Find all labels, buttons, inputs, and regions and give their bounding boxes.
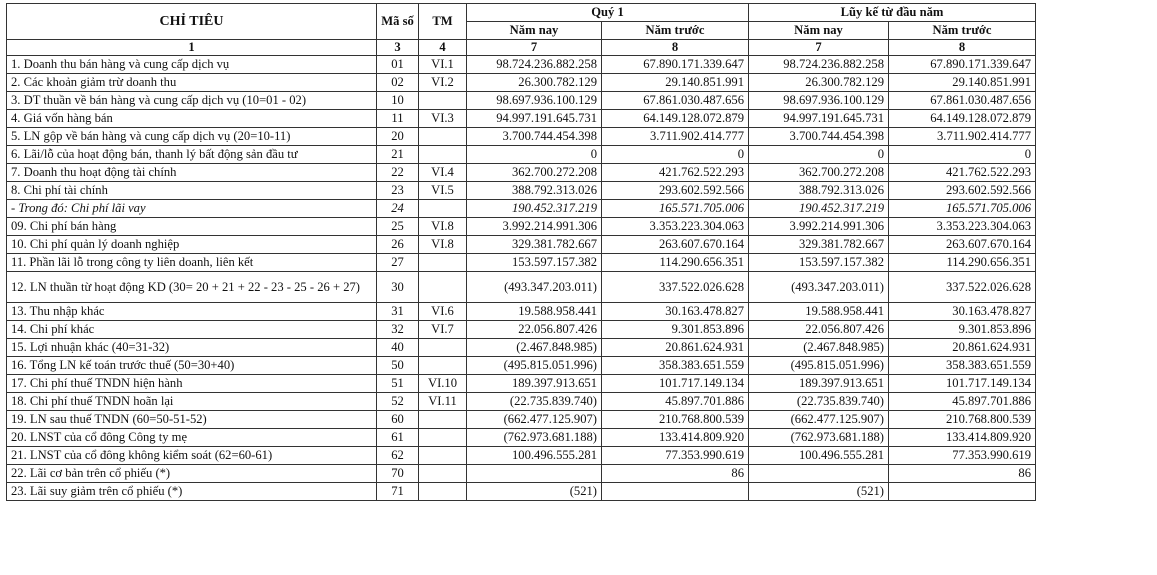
row-tm bbox=[419, 92, 467, 110]
row-ytd-this-year: 190.452.317.219 bbox=[749, 200, 889, 218]
header-row-groups bbox=[7, 4, 1036, 22]
row-q1-last-year: 64.149.128.072.879 bbox=[602, 110, 749, 128]
row-indicator: 3. DT thuần về bán hàng và cung cấp dịch vụ (10=01 - 02) bbox=[7, 92, 377, 110]
row-tm bbox=[419, 128, 467, 146]
row-ytd-last-year: 67.890.171.339.647 bbox=[889, 56, 1036, 74]
row-ytd-this-year: 94.997.191.645.731 bbox=[749, 110, 889, 128]
row-ytd-last-year: 30.163.478.827 bbox=[889, 303, 1036, 321]
row-ytd-last-year: 3.353.223.304.063 bbox=[889, 218, 1036, 236]
row-q1-last-year: 86 bbox=[602, 465, 749, 483]
table-row bbox=[7, 164, 1036, 182]
row-q1-this-year: 189.397.913.651 bbox=[467, 375, 602, 393]
row-q1-this-year: 3.700.744.454.398 bbox=[467, 128, 602, 146]
row-code: 30 bbox=[377, 272, 419, 303]
header-ytd-last-year: Năm trước bbox=[889, 22, 1036, 40]
row-indicator: 22. Lãi cơ bản trên cổ phiếu (*) bbox=[7, 465, 377, 483]
row-ytd-this-year: 100.496.555.281 bbox=[749, 447, 889, 465]
table-row bbox=[7, 74, 1036, 92]
row-ytd-this-year: 3.700.744.454.398 bbox=[749, 128, 889, 146]
row-q1-last-year: 3.711.902.414.777 bbox=[602, 128, 749, 146]
row-tm bbox=[419, 447, 467, 465]
row-ytd-this-year: (493.347.203.011) bbox=[749, 272, 889, 303]
col-num-5: 8 bbox=[602, 40, 749, 56]
row-q1-this-year: 3.992.214.991.306 bbox=[467, 218, 602, 236]
row-ytd-this-year: 329.381.782.667 bbox=[749, 236, 889, 254]
row-indicator: 21. LNST của cổ đông không kiểm soát (62=60-61) bbox=[7, 447, 377, 465]
row-ytd-last-year: 358.383.651.559 bbox=[889, 357, 1036, 375]
col-num-7: 8 bbox=[889, 40, 1036, 56]
row-indicator: 4. Giá vốn hàng bán bbox=[7, 110, 377, 128]
row-code: 27 bbox=[377, 254, 419, 272]
row-ytd-this-year: 153.597.157.382 bbox=[749, 254, 889, 272]
row-q1-this-year: (22.735.839.740) bbox=[467, 393, 602, 411]
col-num-6: 7 bbox=[749, 40, 889, 56]
table-row bbox=[7, 92, 1036, 110]
row-indicator: 18. Chi phí thuế TNDN hoãn lại bbox=[7, 393, 377, 411]
row-indicator: 11. Phần lãi lỗ trong công ty liên doanh, liên kết bbox=[7, 254, 377, 272]
row-code: 21 bbox=[377, 146, 419, 164]
row-indicator: 8. Chi phí tài chính bbox=[7, 182, 377, 200]
row-code: 52 bbox=[377, 393, 419, 411]
row-q1-last-year: 293.602.592.566 bbox=[602, 182, 749, 200]
row-q1-last-year: 77.353.990.619 bbox=[602, 447, 749, 465]
header-indicator: CHỈ TIÊU bbox=[7, 4, 377, 40]
row-ytd-this-year bbox=[749, 465, 889, 483]
row-q1-this-year: 0 bbox=[467, 146, 602, 164]
table-row bbox=[7, 182, 1036, 200]
row-q1-last-year: 337.522.026.628 bbox=[602, 272, 749, 303]
row-tm bbox=[419, 465, 467, 483]
row-q1-last-year: 0 bbox=[602, 146, 749, 164]
row-q1-this-year: 26.300.782.129 bbox=[467, 74, 602, 92]
row-q1-this-year: 100.496.555.281 bbox=[467, 447, 602, 465]
row-code: 40 bbox=[377, 339, 419, 357]
table-row bbox=[7, 200, 1036, 218]
row-tm bbox=[419, 411, 467, 429]
row-ytd-last-year: 77.353.990.619 bbox=[889, 447, 1036, 465]
row-q1-last-year: 67.890.171.339.647 bbox=[602, 56, 749, 74]
row-tm: VI.11 bbox=[419, 393, 467, 411]
row-indicator: 5. LN gộp về bán hàng và cung cấp dịch vụ (20=10-11) bbox=[7, 128, 377, 146]
row-q1-this-year: (493.347.203.011) bbox=[467, 272, 602, 303]
row-q1-this-year: (762.973.681.188) bbox=[467, 429, 602, 447]
table-row bbox=[7, 465, 1036, 483]
row-code: 26 bbox=[377, 236, 419, 254]
row-indicator: 1. Doanh thu bán hàng và cung cấp dịch vụ bbox=[7, 56, 377, 74]
row-indicator: 23. Lãi suy giảm trên cổ phiếu (*) bbox=[7, 483, 377, 501]
col-num-2: 3 bbox=[377, 40, 419, 56]
row-tm: VI.8 bbox=[419, 218, 467, 236]
row-code: 51 bbox=[377, 375, 419, 393]
row-q1-last-year: 165.571.705.006 bbox=[602, 200, 749, 218]
row-ytd-last-year: 421.762.522.293 bbox=[889, 164, 1036, 182]
row-indicator: 13. Thu nhập khác bbox=[7, 303, 377, 321]
row-ytd-this-year: 98.724.236.882.258 bbox=[749, 56, 889, 74]
row-indicator: 2. Các khoản giảm trừ doanh thu bbox=[7, 74, 377, 92]
row-indicator: 09. Chi phí bán hàng bbox=[7, 218, 377, 236]
row-q1-this-year: 190.452.317.219 bbox=[467, 200, 602, 218]
row-q1-this-year: (521) bbox=[467, 483, 602, 501]
row-q1-last-year: 133.414.809.920 bbox=[602, 429, 749, 447]
table-row bbox=[7, 128, 1036, 146]
table-row bbox=[7, 375, 1036, 393]
header-q1-this-year: Năm nay bbox=[467, 22, 602, 40]
table-row bbox=[7, 110, 1036, 128]
table-row bbox=[7, 218, 1036, 236]
header-code: Mã số bbox=[377, 4, 419, 40]
row-code: 01 bbox=[377, 56, 419, 74]
row-indicator: 19. LN sau thuế TNDN (60=50-51-52) bbox=[7, 411, 377, 429]
table-row bbox=[7, 146, 1036, 164]
row-q1-last-year: 114.290.656.351 bbox=[602, 254, 749, 272]
row-tm: VI.8 bbox=[419, 236, 467, 254]
row-ytd-this-year: 189.397.913.651 bbox=[749, 375, 889, 393]
row-q1-this-year: 388.792.313.026 bbox=[467, 182, 602, 200]
header-quarter-1: Quý 1 bbox=[467, 4, 749, 22]
row-ytd-last-year: 20.861.624.931 bbox=[889, 339, 1036, 357]
table-body bbox=[7, 56, 1036, 501]
row-code: 11 bbox=[377, 110, 419, 128]
row-ytd-this-year: (2.467.848.985) bbox=[749, 339, 889, 357]
row-q1-last-year: 45.897.701.886 bbox=[602, 393, 749, 411]
row-ytd-last-year: 165.571.705.006 bbox=[889, 200, 1036, 218]
row-q1-last-year: 263.607.670.164 bbox=[602, 236, 749, 254]
row-tm: VI.2 bbox=[419, 74, 467, 92]
row-q1-last-year: 210.768.800.539 bbox=[602, 411, 749, 429]
row-ytd-this-year: (762.973.681.188) bbox=[749, 429, 889, 447]
row-ytd-last-year: 86 bbox=[889, 465, 1036, 483]
row-code: 23 bbox=[377, 182, 419, 200]
row-q1-this-year: (2.467.848.985) bbox=[467, 339, 602, 357]
row-code: 22 bbox=[377, 164, 419, 182]
row-ytd-this-year: 98.697.936.100.129 bbox=[749, 92, 889, 110]
header-row-column-numbers bbox=[7, 40, 1036, 56]
row-ytd-last-year: 0 bbox=[889, 146, 1036, 164]
row-indicator: 16. Tổng LN kế toán trước thuế (50=30+40) bbox=[7, 357, 377, 375]
col-num-3: 4 bbox=[419, 40, 467, 56]
row-code: 60 bbox=[377, 411, 419, 429]
row-q1-last-year: 3.353.223.304.063 bbox=[602, 218, 749, 236]
row-ytd-last-year: 101.717.149.134 bbox=[889, 375, 1036, 393]
row-ytd-last-year: 64.149.128.072.879 bbox=[889, 110, 1036, 128]
row-ytd-last-year: 210.768.800.539 bbox=[889, 411, 1036, 429]
row-ytd-this-year: 0 bbox=[749, 146, 889, 164]
row-tm: VI.4 bbox=[419, 164, 467, 182]
row-tm: VI.5 bbox=[419, 182, 467, 200]
row-tm: VI.3 bbox=[419, 110, 467, 128]
income-statement-sheet bbox=[6, 3, 1036, 501]
row-q1-last-year: 421.762.522.293 bbox=[602, 164, 749, 182]
row-tm bbox=[419, 272, 467, 303]
row-indicator: 14. Chi phí khác bbox=[7, 321, 377, 339]
table-row bbox=[7, 236, 1036, 254]
row-indicator: 17. Chi phí thuế TNDN hiện hành bbox=[7, 375, 377, 393]
row-ytd-this-year: 26.300.782.129 bbox=[749, 74, 889, 92]
row-indicator: 15. Lợi nhuận khác (40=31-32) bbox=[7, 339, 377, 357]
table-row bbox=[7, 56, 1036, 74]
row-q1-last-year: 67.861.030.487.656 bbox=[602, 92, 749, 110]
row-q1-this-year: (495.815.051.996) bbox=[467, 357, 602, 375]
row-ytd-this-year: 19.588.958.441 bbox=[749, 303, 889, 321]
table-row bbox=[7, 303, 1036, 321]
row-ytd-this-year: (521) bbox=[749, 483, 889, 501]
row-q1-last-year: 101.717.149.134 bbox=[602, 375, 749, 393]
row-code: 71 bbox=[377, 483, 419, 501]
row-ytd-last-year: 3.711.902.414.777 bbox=[889, 128, 1036, 146]
row-code: 32 bbox=[377, 321, 419, 339]
row-ytd-last-year: 133.414.809.920 bbox=[889, 429, 1036, 447]
row-ytd-last-year: 29.140.851.991 bbox=[889, 74, 1036, 92]
row-tm: VI.1 bbox=[419, 56, 467, 74]
row-q1-this-year: 329.381.782.667 bbox=[467, 236, 602, 254]
row-tm bbox=[419, 429, 467, 447]
table-row bbox=[7, 429, 1036, 447]
row-q1-last-year: 9.301.853.896 bbox=[602, 321, 749, 339]
row-q1-this-year bbox=[467, 465, 602, 483]
row-indicator: 12. LN thuần từ hoạt động KD (30= 20 + 21 + 22 - 23 - 25 - 26 + 27) bbox=[7, 272, 377, 303]
row-ytd-last-year: 114.290.656.351 bbox=[889, 254, 1036, 272]
row-q1-this-year: 362.700.272.208 bbox=[467, 164, 602, 182]
row-ytd-last-year: 9.301.853.896 bbox=[889, 321, 1036, 339]
row-tm bbox=[419, 200, 467, 218]
row-ytd-this-year: (22.735.839.740) bbox=[749, 393, 889, 411]
row-q1-this-year: 98.697.936.100.129 bbox=[467, 92, 602, 110]
row-ytd-this-year: 22.056.807.426 bbox=[749, 321, 889, 339]
row-q1-this-year: 98.724.236.882.258 bbox=[467, 56, 602, 74]
table-row bbox=[7, 321, 1036, 339]
row-code: 20 bbox=[377, 128, 419, 146]
header-tm: TM bbox=[419, 4, 467, 40]
income-statement-table bbox=[6, 3, 1036, 501]
table-row bbox=[7, 339, 1036, 357]
table-row bbox=[7, 393, 1036, 411]
row-code: 02 bbox=[377, 74, 419, 92]
row-tm bbox=[419, 483, 467, 501]
row-ytd-last-year: 337.522.026.628 bbox=[889, 272, 1036, 303]
table-row bbox=[7, 483, 1036, 501]
row-q1-last-year: 358.383.651.559 bbox=[602, 357, 749, 375]
row-indicator: 20. LNST của cổ đông Công ty mẹ bbox=[7, 429, 377, 447]
row-indicator: 10. Chi phí quản lý doanh nghiệp bbox=[7, 236, 377, 254]
row-q1-last-year: 30.163.478.827 bbox=[602, 303, 749, 321]
row-code: 61 bbox=[377, 429, 419, 447]
row-code: 62 bbox=[377, 447, 419, 465]
row-tm: VI.7 bbox=[419, 321, 467, 339]
row-code: 31 bbox=[377, 303, 419, 321]
table-row bbox=[7, 272, 1036, 303]
row-ytd-last-year: 45.897.701.886 bbox=[889, 393, 1036, 411]
row-code: 25 bbox=[377, 218, 419, 236]
row-ytd-last-year bbox=[889, 483, 1036, 501]
table-row bbox=[7, 357, 1036, 375]
row-tm bbox=[419, 339, 467, 357]
row-q1-this-year: 94.997.191.645.731 bbox=[467, 110, 602, 128]
table-row bbox=[7, 254, 1036, 272]
col-num-4: 7 bbox=[467, 40, 602, 56]
row-q1-last-year: 20.861.624.931 bbox=[602, 339, 749, 357]
table-row bbox=[7, 411, 1036, 429]
header-ytd-this-year: Năm nay bbox=[749, 22, 889, 40]
row-ytd-this-year: 3.992.214.991.306 bbox=[749, 218, 889, 236]
row-indicator: 7. Doanh thu hoạt động tài chính bbox=[7, 164, 377, 182]
row-tm bbox=[419, 254, 467, 272]
row-q1-this-year: 22.056.807.426 bbox=[467, 321, 602, 339]
header-q1-last-year: Năm trước bbox=[602, 22, 749, 40]
header-year-to-date: Lũy kế từ đầu năm bbox=[749, 4, 1036, 22]
row-ytd-this-year: 362.700.272.208 bbox=[749, 164, 889, 182]
row-tm: VI.10 bbox=[419, 375, 467, 393]
row-ytd-last-year: 293.602.592.566 bbox=[889, 182, 1036, 200]
row-q1-last-year: 29.140.851.991 bbox=[602, 74, 749, 92]
row-q1-this-year: 153.597.157.382 bbox=[467, 254, 602, 272]
row-tm bbox=[419, 357, 467, 375]
row-tm bbox=[419, 146, 467, 164]
row-code: 10 bbox=[377, 92, 419, 110]
row-code: 50 bbox=[377, 357, 419, 375]
row-ytd-last-year: 263.607.670.164 bbox=[889, 236, 1036, 254]
row-ytd-this-year: (662.477.125.907) bbox=[749, 411, 889, 429]
row-indicator: - Trong đó: Chi phí lãi vay bbox=[7, 200, 377, 218]
table-row bbox=[7, 447, 1036, 465]
row-code: 70 bbox=[377, 465, 419, 483]
row-ytd-this-year: 388.792.313.026 bbox=[749, 182, 889, 200]
row-ytd-last-year: 67.861.030.487.656 bbox=[889, 92, 1036, 110]
row-q1-this-year: (662.477.125.907) bbox=[467, 411, 602, 429]
col-num-1: 1 bbox=[7, 40, 377, 56]
row-tm: VI.6 bbox=[419, 303, 467, 321]
row-ytd-this-year: (495.815.051.996) bbox=[749, 357, 889, 375]
row-indicator: 6. Lãi/lỗ của hoạt động bán, thanh lý bất động sản đầu tư bbox=[7, 146, 377, 164]
row-q1-this-year: 19.588.958.441 bbox=[467, 303, 602, 321]
row-q1-last-year bbox=[602, 483, 749, 501]
row-code: 24 bbox=[377, 200, 419, 218]
